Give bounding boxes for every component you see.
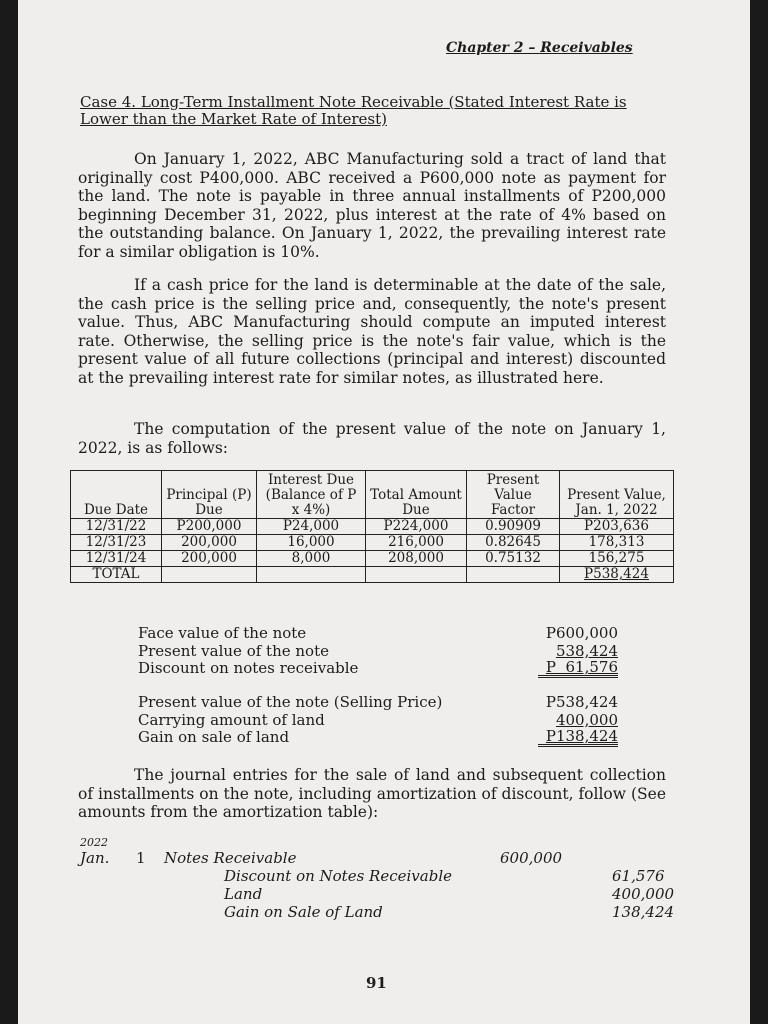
table-total-row: TOTAL P538,424 xyxy=(71,567,674,583)
total-present-value: P538,424 xyxy=(560,567,674,583)
page-number: 91 xyxy=(366,974,387,992)
calc-row: Present value of the note (Selling Price) P538,424 xyxy=(138,693,618,711)
paragraph-2: If a cash price for the land is determinable at the date of the sale, the cash price is the selling price and, consequently, the note's present value. Thus, ABC Manufacturing should compute an imputed interest rate. Otherwise, the selling price is the note's fair value, which is the present value of all future collections (principal and interest) discounted at the prevailing interest rate for similar notes, as illustrated here. xyxy=(78,276,666,387)
col-interest: Interest Due (Balance of P x 4%) xyxy=(257,471,366,519)
journal-year: 2022 xyxy=(80,836,108,849)
table-row: 12/31/24 200,000 8,000 208,000 0.75132 156,275 xyxy=(71,551,674,567)
case-title: Case 4. Long-Term Installment Note Receivable (Stated Interest Rate is Lower than the Market Rate of Interest) xyxy=(80,93,627,128)
journal-line: Land 400,000 xyxy=(224,885,675,903)
journal-line: Gain on Sale of Land 138,424 xyxy=(224,903,675,921)
document-page xyxy=(18,0,750,1024)
paragraph-4: The journal entries for the sale of land and subsequent collection of installments on the note, including amortization of discount, follow (See amounts from the amortization table): xyxy=(78,766,666,821)
paragraph-3: The computation of the present value of the note on January 1, 2022, is as follows: xyxy=(78,420,666,457)
calc-row: Face value of the note P600,000 xyxy=(138,624,618,642)
col-principal: Principal (P) Due xyxy=(162,471,257,519)
discount-computation xyxy=(138,625,618,678)
col-due-date: Due Date xyxy=(71,471,162,519)
table-row: 12/31/23 200,000 16,000 216,000 0.82645 178,313 xyxy=(71,535,674,551)
table-row: 12/31/22 P200,000 P24,000 P224,000 0.90909 P203,636 xyxy=(71,519,674,535)
table-header-row xyxy=(71,471,674,519)
chapter-header: Chapter 2 – Receivables xyxy=(446,40,633,56)
journal-line: Jan. 1 Notes Receivable 600,000 xyxy=(80,849,563,867)
calc-row: Present value of the note 538,424 xyxy=(138,641,618,660)
present-value-table xyxy=(70,470,674,583)
journal-month: Jan. xyxy=(80,849,110,867)
calc-row: Gain on sale of land P138,424 xyxy=(138,727,618,746)
journal-line: Discount on Notes Receivable 61,576 xyxy=(224,867,665,885)
col-present-value: Present Value, Jan. 1, 2022 xyxy=(560,471,674,519)
col-pv-factor: Present Value Factor xyxy=(467,471,560,519)
calc-row: Carrying amount of land 400,000 xyxy=(138,710,618,729)
journal-day: 1 xyxy=(136,849,146,867)
journal-entry xyxy=(80,836,680,922)
col-total-amount: Total Amount Due xyxy=(366,471,467,519)
calc-row: Discount on notes receivable P 61,576 xyxy=(138,658,618,677)
paragraph-1: On January 1, 2022, ABC Manufacturing sold a tract of land that originally cost P400,000. ABC received a P600,000 note as payment for the land. The note is payable in three annual installments of P200,000 beginning December 31, 2022, plus interest at the rate of 4% based on the outstanding balance. On January 1, 2022, the prevailing interest rate for a similar obligation is 10%. xyxy=(78,150,666,261)
gain-computation xyxy=(138,694,618,747)
